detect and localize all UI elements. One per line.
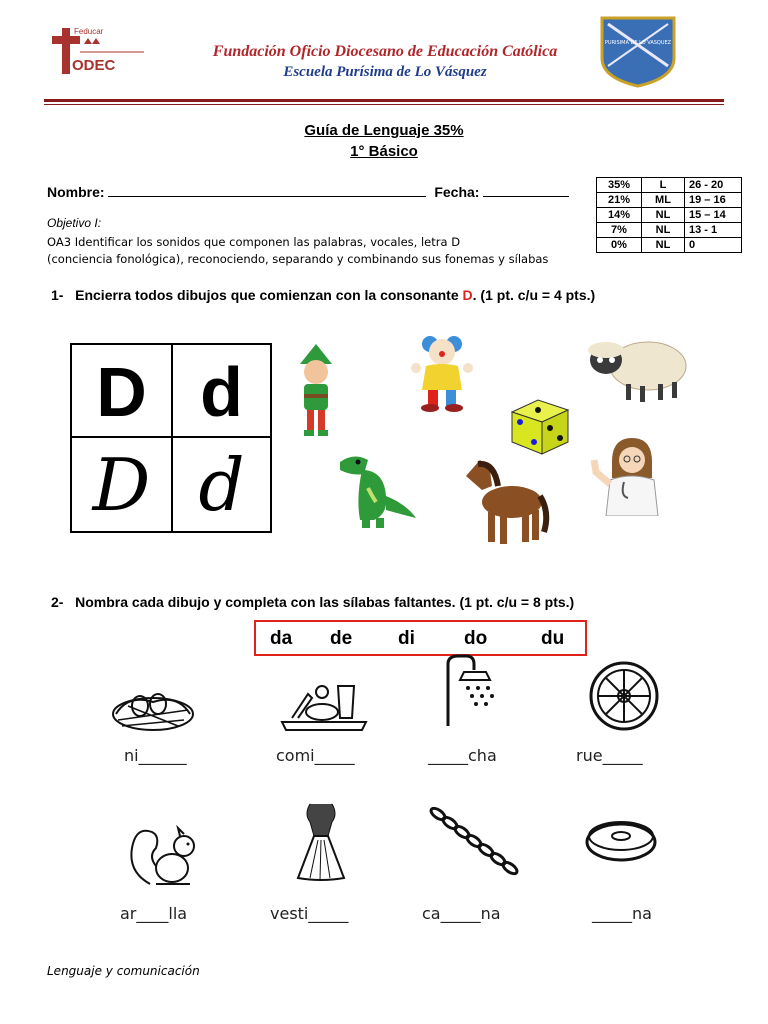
score-cell: L bbox=[642, 178, 685, 193]
school-crest bbox=[598, 14, 678, 88]
score-cell: 21% bbox=[597, 193, 642, 208]
score-table bbox=[596, 177, 742, 253]
score-row bbox=[597, 238, 742, 253]
score-row bbox=[597, 193, 742, 208]
date-field[interactable] bbox=[483, 184, 569, 197]
target-letter: D bbox=[462, 287, 473, 303]
odec-logo bbox=[48, 22, 148, 82]
score-cell: 7% bbox=[597, 223, 642, 238]
word-blank[interactable]: vesti_____ bbox=[270, 904, 349, 923]
score-cell: 13 - 1 bbox=[685, 223, 742, 238]
score-cell: NL bbox=[642, 208, 685, 223]
score-cell: NL bbox=[642, 223, 685, 238]
word-blank[interactable]: ni______ bbox=[124, 746, 187, 765]
question-number: 2- bbox=[51, 594, 64, 610]
syllable: di bbox=[398, 628, 415, 649]
score-cell: 14% bbox=[597, 208, 642, 223]
horse-picture[interactable] bbox=[460, 456, 550, 548]
score-row bbox=[597, 223, 742, 238]
word-blank[interactable]: rue_____ bbox=[576, 746, 643, 765]
syllable: du bbox=[541, 628, 565, 649]
score-cell: 35% bbox=[597, 178, 642, 193]
header-rule bbox=[44, 99, 724, 102]
nest-picture bbox=[108, 680, 198, 736]
question-points: . (1 pt. c/u = 4 pts.) bbox=[472, 287, 596, 303]
word-blank[interactable]: ar____lla bbox=[120, 904, 188, 923]
syllable: do bbox=[464, 628, 488, 649]
name-field[interactable] bbox=[108, 184, 426, 197]
sheep-picture[interactable] bbox=[584, 334, 692, 404]
name-label: Nombre: bbox=[47, 184, 105, 200]
word-blank[interactable]: ca_____na bbox=[422, 904, 501, 923]
score-cell: 15 – 14 bbox=[685, 208, 742, 223]
elf-picture[interactable] bbox=[292, 342, 340, 438]
word-blank[interactable]: comi_____ bbox=[276, 746, 355, 765]
letter-d-cursive: d bbox=[198, 442, 245, 527]
score-cell: 0% bbox=[597, 238, 642, 253]
score-row bbox=[597, 208, 742, 223]
question-number: 1- bbox=[51, 287, 64, 303]
score-row bbox=[597, 178, 742, 193]
score-cell: NL bbox=[642, 238, 685, 253]
name-date-row bbox=[47, 184, 569, 200]
donut-picture bbox=[584, 818, 658, 862]
shower-picture bbox=[440, 654, 504, 728]
letter-d-grid bbox=[70, 343, 272, 533]
header-rule-thin bbox=[44, 104, 724, 105]
syllable: de bbox=[330, 628, 353, 649]
org-name: Fundación Oficio Diocesano de Educación Católica bbox=[212, 43, 558, 60]
syllable-box bbox=[254, 620, 587, 656]
syllable: da bbox=[270, 628, 293, 649]
food-tray-picture bbox=[278, 672, 370, 734]
logo-small-text: Feducar bbox=[74, 27, 104, 36]
word-blank[interactable]: _____na bbox=[592, 904, 652, 923]
letter-D-print: D bbox=[96, 352, 147, 431]
page-title: Guía de Lenguaje 35% bbox=[304, 122, 464, 139]
school-name: Escuela Purísima de Lo Vásquez bbox=[283, 64, 487, 80]
objective-label: Objetivo I: bbox=[47, 216, 102, 230]
wheel-picture bbox=[588, 660, 660, 732]
dinosaur-picture[interactable] bbox=[334, 448, 418, 532]
score-cell: 26 - 20 bbox=[685, 178, 742, 193]
crest-text: PURISIMA DE LO VASQUEZ bbox=[604, 40, 672, 46]
letter-D-cursive: D bbox=[92, 442, 151, 527]
score-cell: 0 bbox=[685, 238, 742, 253]
squirrel-picture bbox=[126, 818, 202, 888]
logo-text: ODEC bbox=[72, 57, 116, 74]
word-blank[interactable]: _____cha bbox=[428, 746, 497, 765]
doctor-picture[interactable] bbox=[590, 432, 668, 516]
clown-picture[interactable] bbox=[408, 326, 476, 412]
objective-line: OA3 Identificar los sonidos que componen las palabras, vocales, letra D bbox=[47, 235, 461, 249]
question-2 bbox=[51, 594, 574, 610]
date-label: Fecha: bbox=[434, 184, 480, 200]
question-1 bbox=[51, 287, 595, 303]
chain-picture bbox=[428, 806, 520, 876]
objective-text bbox=[47, 234, 587, 268]
footer-text: Lenguaje y comunicación bbox=[47, 964, 200, 978]
page-subtitle: 1° Básico bbox=[350, 143, 418, 160]
letter-d-print: d bbox=[200, 352, 243, 431]
question-text: Nombra cada dibujo y completa con las sílabas faltantes. (1 pt. c/u = 8 pts.) bbox=[75, 594, 575, 610]
dice-picture[interactable] bbox=[508, 394, 572, 456]
dress-picture bbox=[294, 802, 348, 882]
question-text: Encierra todos dibujos que comienzan con la consonante bbox=[75, 287, 463, 303]
score-cell: ML bbox=[642, 193, 685, 208]
objective-line: (conciencia fonológica), reconociendo, separando y combinando sus fonemas y sílabas bbox=[47, 252, 549, 266]
score-cell: 19 – 16 bbox=[685, 193, 742, 208]
